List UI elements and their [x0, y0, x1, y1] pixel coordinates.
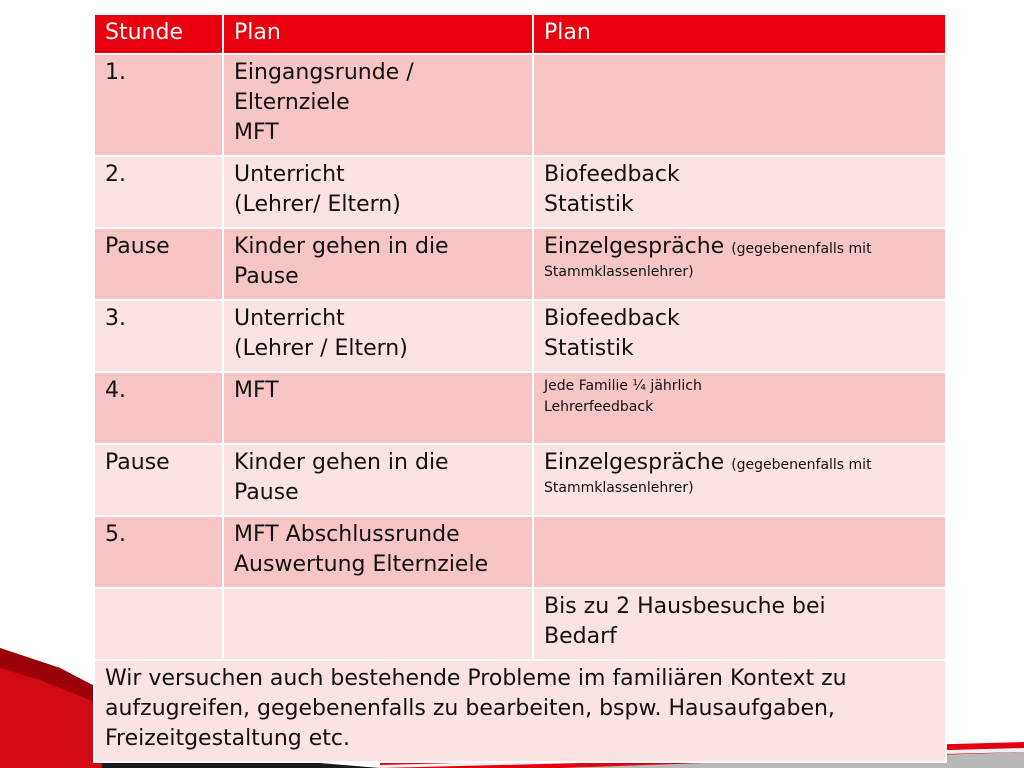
cell-line: MFT Abschlussrunde: [234, 522, 460, 547]
cell-main-text: Einzelgespräche: [544, 234, 725, 259]
footer-note: [94, 660, 946, 762]
cell-stunde: [94, 588, 223, 660]
cell-main-text: Einzelgespräche: [544, 450, 725, 475]
cell-stunde: 1.: [94, 54, 223, 156]
cell-plan-2: [533, 588, 946, 660]
header-plan-2: Plan: [533, 14, 946, 54]
table-row: [94, 516, 946, 588]
cell-stunde: 5.: [94, 516, 223, 588]
cell-line: MFT: [234, 378, 279, 403]
cell-plan-2: [533, 156, 946, 228]
cell-line: Biofeedback: [544, 162, 680, 187]
cell-stunde: Pause: [94, 444, 223, 516]
cell-plan-2: [533, 54, 946, 156]
table-row: [94, 372, 946, 444]
cell-note: Stammklassenlehrer): [544, 264, 694, 280]
cell-plan-1: [223, 156, 533, 228]
cell-line: Unterricht: [234, 162, 345, 187]
cell-line: Eingangsrunde /: [234, 60, 414, 85]
cell-note: (gegebenenfalls mit: [731, 457, 872, 473]
footer-line: aufzugreifen, gegebenenfalls zu bearbeiten, bspw. Hausaufgaben,: [105, 696, 835, 721]
cell-stunde: 2.: [94, 156, 223, 228]
cell-line: (Lehrer/ Eltern): [234, 192, 401, 217]
cell-line: Bedarf: [544, 624, 617, 649]
cell-line: Biofeedback: [544, 306, 680, 331]
cell-plan-1: [223, 300, 533, 372]
cell-line: Pause: [234, 480, 299, 505]
cell-small-line: Jede Familie ¼ jährlich: [544, 378, 702, 394]
cell-plan-1: [223, 54, 533, 156]
table-row: [94, 300, 946, 372]
cell-stunde: Pause: [94, 228, 223, 300]
cell-line: Kinder gehen in die: [234, 450, 449, 475]
footer-line: Freizeitgestaltung etc.: [105, 726, 350, 751]
cell-plan-1: [223, 228, 533, 300]
table-row: [94, 228, 946, 300]
cell-line: (Lehrer / Eltern): [234, 336, 408, 361]
cell-stunde: 3.: [94, 300, 223, 372]
cell-plan-2: [533, 228, 946, 300]
cell-line: Bis zu 2 Hausbesuche bei: [544, 594, 826, 619]
cell-plan-2: [533, 444, 946, 516]
cell-line: Statistik: [544, 192, 634, 217]
cell-plan-2: [533, 372, 946, 444]
cell-small-line: Lehrerfeedback: [544, 399, 654, 415]
cell-plan-2: [533, 516, 946, 588]
cell-stunde: 4.: [94, 372, 223, 444]
cell-line: Kinder gehen in die: [234, 234, 449, 259]
header-plan-1: Plan: [223, 14, 533, 54]
cell-line: MFT: [234, 120, 279, 145]
cell-note: Stammklassenlehrer): [544, 480, 694, 496]
table-row: [94, 54, 946, 156]
table-footer-row: [94, 660, 946, 762]
schedule-table: [93, 13, 947, 763]
cell-plan-1: [223, 588, 533, 660]
table-row: [94, 588, 946, 660]
table-row: [94, 156, 946, 228]
cell-plan-2: [533, 300, 946, 372]
header-stunde: Stunde: [94, 14, 223, 54]
table-header-row: [94, 14, 946, 54]
cell-plan-1: [223, 516, 533, 588]
cell-line: Unterricht: [234, 306, 345, 331]
cell-line: Pause: [234, 264, 299, 289]
cell-plan-1: [223, 444, 533, 516]
cell-note: (gegebenenfalls mit: [731, 241, 872, 257]
footer-line: Wir versuchen auch bestehende Probleme im familiären Kontext zu: [105, 666, 847, 691]
cell-line: Auswertung Elternziele: [234, 552, 489, 577]
cell-line: Statistik: [544, 336, 634, 361]
table-row: [94, 444, 946, 516]
cell-line: Elternziele: [234, 90, 350, 115]
cell-plan-1: [223, 372, 533, 444]
